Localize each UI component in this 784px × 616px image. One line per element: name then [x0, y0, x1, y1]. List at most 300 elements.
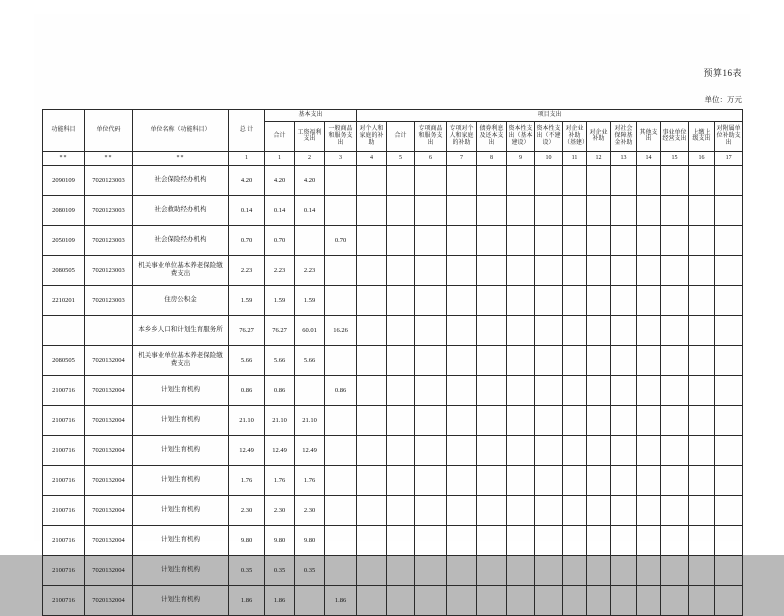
- table-row: [43, 195, 743, 225]
- cell-c12: [611, 285, 637, 315]
- col-enterprise-subsidy: 对企业补助: [587, 121, 611, 151]
- cell-c14: [661, 525, 689, 555]
- cell-basic-total: 1.86: [265, 585, 295, 615]
- cell-c15: [689, 495, 715, 525]
- cell-c16: [715, 405, 743, 435]
- number-cell-5: 4: [357, 151, 387, 165]
- cell-c9: [535, 495, 563, 525]
- cell-salary: 2.30: [295, 495, 325, 525]
- number-cell-11: 10: [535, 151, 563, 165]
- cell-c8: [507, 405, 535, 435]
- cell-goods: 16.26: [325, 315, 357, 345]
- cell-unit-name: 计划生育机构: [133, 405, 229, 435]
- cell-c16: [715, 525, 743, 555]
- cell-family: [357, 585, 387, 615]
- cell-c5: [415, 375, 447, 405]
- cell-basic-total: 4.20: [265, 165, 295, 195]
- number-cell-17: 16: [689, 151, 715, 165]
- cell-basic-total: 1.76: [265, 465, 295, 495]
- cell-c9: [535, 345, 563, 375]
- cell-family: [357, 225, 387, 255]
- cell-salary: [295, 375, 325, 405]
- cell-unit-name: 社会保险经办机构: [133, 165, 229, 195]
- cell-c7: [477, 225, 507, 255]
- cell-project-total: [387, 345, 415, 375]
- cell-basic-total: 5.66: [265, 345, 295, 375]
- cell-salary: 9.80: [295, 525, 325, 555]
- cell-c10: [563, 555, 587, 585]
- cell-basic-total: 2.23: [265, 255, 295, 285]
- cell-c9: [535, 435, 563, 465]
- table-row: [43, 405, 743, 435]
- cell-salary: 1.76: [295, 465, 325, 495]
- cell-c14: [661, 375, 689, 405]
- cell-total: 1.76: [229, 465, 265, 495]
- cell-c7: [477, 285, 507, 315]
- col-capital-nonbasic: 资本性支出（不建设）: [535, 121, 563, 151]
- cell-c10: [563, 435, 587, 465]
- cell-total: 2.30: [229, 495, 265, 525]
- cell-c6: [447, 525, 477, 555]
- cell-salary: [295, 585, 325, 615]
- cell-function-subject: 2050109: [43, 225, 85, 255]
- cell-c8: [507, 165, 535, 195]
- cell-c10: [563, 585, 587, 615]
- cell-c6: [447, 375, 477, 405]
- cell-unit-code: 7020132004: [85, 345, 133, 375]
- cell-salary: [295, 225, 325, 255]
- cell-total: 0.35: [229, 555, 265, 585]
- cell-function-subject: 2100716: [43, 375, 85, 405]
- number-cell-3: 2: [295, 151, 325, 165]
- cell-goods: [325, 405, 357, 435]
- cell-goods: 1.86: [325, 585, 357, 615]
- cell-c10: [563, 195, 587, 225]
- cell-c8: [507, 435, 535, 465]
- cell-c9: [535, 465, 563, 495]
- cell-c6: [447, 555, 477, 585]
- cell-c12: [611, 495, 637, 525]
- cell-c5: [415, 405, 447, 435]
- number-cell-8: 7: [447, 151, 477, 165]
- cell-c8: [507, 285, 535, 315]
- cell-goods: [325, 345, 357, 375]
- cell-family: [357, 405, 387, 435]
- cell-c12: [611, 165, 637, 195]
- cell-salary: 1.59: [295, 285, 325, 315]
- col-remit-superior: 上缴上级支出: [689, 121, 715, 151]
- cell-goods: 0.70: [325, 225, 357, 255]
- cell-c14: [661, 435, 689, 465]
- cell-project-total: [387, 255, 415, 285]
- cell-project-total: [387, 165, 415, 195]
- number-cell-7: 6: [415, 151, 447, 165]
- cell-family: [357, 345, 387, 375]
- cell-basic-total: 21.10: [265, 405, 295, 435]
- number-cell-6: 5: [387, 151, 415, 165]
- cell-c16: [715, 225, 743, 255]
- cell-c14: [661, 405, 689, 435]
- cell-unit-code: 7020132004: [85, 525, 133, 555]
- cell-salary: 0.14: [295, 195, 325, 225]
- cell-c15: [689, 315, 715, 345]
- cell-basic-total: 9.80: [265, 525, 295, 555]
- cell-c5: [415, 585, 447, 615]
- cell-c9: [535, 165, 563, 195]
- cell-project-total: [387, 405, 415, 435]
- cell-total: 2.23: [229, 255, 265, 285]
- budget-sheet: [34, 14, 750, 604]
- table-header-group-row: [43, 110, 743, 122]
- col-other-expenditure: 其他支出: [637, 121, 661, 151]
- cell-unit-name: 本乡乡人口和计划生育服务所: [133, 315, 229, 345]
- cell-c6: [447, 195, 477, 225]
- cell-c5: [415, 285, 447, 315]
- cell-c11: [587, 345, 611, 375]
- cell-c13: [637, 375, 661, 405]
- cell-c13: [637, 435, 661, 465]
- col-salary-welfare: 工资福利支出: [295, 121, 325, 151]
- cell-c6: [447, 585, 477, 615]
- cell-goods: [325, 285, 357, 315]
- cell-unit-code: 7020123003: [85, 285, 133, 315]
- cell-function-subject: 2100716: [43, 585, 85, 615]
- cell-unit-name: 机关事业单位基本养老保险缴费支出: [133, 345, 229, 375]
- cell-c14: [661, 495, 689, 525]
- cell-c12: [611, 315, 637, 345]
- cell-c16: [715, 315, 743, 345]
- cell-project-total: [387, 525, 415, 555]
- cell-c13: [637, 465, 661, 495]
- table-row: [43, 345, 743, 375]
- cell-unit-name: 社会救助经办机构: [133, 195, 229, 225]
- table-row: [43, 435, 743, 465]
- cell-basic-total: 1.59: [265, 285, 295, 315]
- number-cell-2: 1: [265, 151, 295, 165]
- col-function-subject: 功能科目: [43, 110, 85, 152]
- cell-c5: [415, 315, 447, 345]
- cell-function-subject: 2100716: [43, 555, 85, 585]
- cell-function-subject: 2080505: [43, 345, 85, 375]
- cell-c15: [689, 435, 715, 465]
- cell-c7: [477, 495, 507, 525]
- cell-c5: [415, 555, 447, 585]
- number-cell-12: 11: [563, 151, 587, 165]
- cell-family: [357, 555, 387, 585]
- cell-c13: [637, 525, 661, 555]
- cell-c5: [415, 525, 447, 555]
- number-cell-14: 13: [611, 151, 637, 165]
- cell-total: 9.80: [229, 525, 265, 555]
- cell-c9: [535, 255, 563, 285]
- cell-c15: [689, 465, 715, 495]
- cell-c9: [535, 195, 563, 225]
- cell-goods: [325, 495, 357, 525]
- cell-c7: [477, 465, 507, 495]
- cell-c13: [637, 255, 661, 285]
- cell-total: 0.14: [229, 195, 265, 225]
- cell-unit-code: 7020123003: [85, 255, 133, 285]
- col-family-subsidy: 对个人和家庭的补助: [357, 121, 387, 151]
- cell-c12: [611, 585, 637, 615]
- cell-unit-code: 7020123003: [85, 225, 133, 255]
- cell-c14: [661, 255, 689, 285]
- cell-unit-code: 7020123003: [85, 195, 133, 225]
- cell-c7: [477, 435, 507, 465]
- cell-c13: [637, 225, 661, 255]
- cell-family: [357, 285, 387, 315]
- cell-c8: [507, 585, 535, 615]
- cell-project-total: [387, 495, 415, 525]
- cell-c7: [477, 375, 507, 405]
- cell-goods: [325, 525, 357, 555]
- cell-total: 12.49: [229, 435, 265, 465]
- cell-total: 21.10: [229, 405, 265, 435]
- cell-total: 5.66: [229, 345, 265, 375]
- col-special-goods-services: 专项商品和服务支出: [415, 121, 447, 151]
- cell-c12: [611, 345, 637, 375]
- cell-unit-code: 7020132004: [85, 435, 133, 465]
- marker-cell-3: **: [133, 151, 229, 165]
- cell-c5: [415, 195, 447, 225]
- cell-total: 0.86: [229, 375, 265, 405]
- number-cell-13: 12: [587, 151, 611, 165]
- table-row: [43, 525, 743, 555]
- cell-c8: [507, 195, 535, 225]
- cell-c10: [563, 165, 587, 195]
- cell-c14: [661, 225, 689, 255]
- cell-c12: [611, 225, 637, 255]
- cell-c9: [535, 225, 563, 255]
- cell-c15: [689, 525, 715, 555]
- col-goods-services: 一般商品和服务支出: [325, 121, 357, 151]
- cell-c5: [415, 465, 447, 495]
- cell-c14: [661, 315, 689, 345]
- cell-function-subject: 2100716: [43, 465, 85, 495]
- cell-c11: [587, 225, 611, 255]
- cell-c13: [637, 585, 661, 615]
- cell-c16: [715, 195, 743, 225]
- cell-c13: [637, 315, 661, 345]
- number-cell-4: 3: [325, 151, 357, 165]
- cell-project-total: [387, 465, 415, 495]
- cell-c13: [637, 345, 661, 375]
- cell-c10: [563, 285, 587, 315]
- col-enterprise-subsidy-basic: 对企业补助（基建）: [563, 121, 587, 151]
- cell-function-subject: 2210201: [43, 285, 85, 315]
- cell-unit-name: 计划生育机构: [133, 555, 229, 585]
- cell-c5: [415, 345, 447, 375]
- cell-salary: 21.10: [295, 405, 325, 435]
- cell-c7: [477, 555, 507, 585]
- cell-c6: [447, 255, 477, 285]
- cell-c6: [447, 345, 477, 375]
- cell-salary: 12.49: [295, 435, 325, 465]
- number-cell-18: 17: [715, 151, 743, 165]
- cell-goods: [325, 555, 357, 585]
- cell-unit-code: 7020123003: [85, 165, 133, 195]
- cell-function-subject: 2080109: [43, 195, 85, 225]
- col-bond-interest: 债券利息及还本支出: [477, 121, 507, 151]
- cell-c13: [637, 495, 661, 525]
- cell-unit-code: 7020132004: [85, 375, 133, 405]
- table-marker-row: [43, 151, 743, 165]
- marker-cell-2: **: [85, 151, 133, 165]
- cell-c9: [535, 285, 563, 315]
- cell-family: [357, 495, 387, 525]
- cell-project-total: [387, 315, 415, 345]
- cell-c6: [447, 465, 477, 495]
- cell-c6: [447, 165, 477, 195]
- cell-goods: 0.86: [325, 375, 357, 405]
- cell-c11: [587, 255, 611, 285]
- cell-c8: [507, 315, 535, 345]
- cell-c14: [661, 585, 689, 615]
- cell-function-subject: [43, 315, 85, 345]
- cell-c14: [661, 285, 689, 315]
- cell-c10: [563, 495, 587, 525]
- cell-c10: [563, 525, 587, 555]
- cell-project-total: [387, 555, 415, 585]
- cell-unit-code: 7020132004: [85, 495, 133, 525]
- table-row: [43, 465, 743, 495]
- cell-c13: [637, 555, 661, 585]
- cell-c11: [587, 525, 611, 555]
- cell-project-total: [387, 195, 415, 225]
- unit-note: 单位：万元: [704, 95, 742, 104]
- cell-basic-total: 0.14: [265, 195, 295, 225]
- cell-total: 76.27: [229, 315, 265, 345]
- group-basic-expenditure: 基本支出: [265, 110, 357, 122]
- cell-salary: 4.20: [295, 165, 325, 195]
- col-basic-total: 合计: [265, 121, 295, 151]
- cell-total: 1.59: [229, 285, 265, 315]
- cell-unit-name: 计划生育机构: [133, 495, 229, 525]
- cell-project-total: [387, 375, 415, 405]
- cell-c6: [447, 225, 477, 255]
- cell-basic-total: 0.35: [265, 555, 295, 585]
- cell-salary: 2.23: [295, 255, 325, 285]
- cell-c10: [563, 315, 587, 345]
- cell-c8: [507, 525, 535, 555]
- cell-c14: [661, 345, 689, 375]
- cell-c9: [535, 405, 563, 435]
- cell-c13: [637, 195, 661, 225]
- cell-c11: [587, 375, 611, 405]
- cell-project-total: [387, 435, 415, 465]
- cell-c9: [535, 585, 563, 615]
- cell-c5: [415, 165, 447, 195]
- cell-c12: [611, 255, 637, 285]
- cell-c7: [477, 405, 507, 435]
- cell-total: 4.20: [229, 165, 265, 195]
- cell-family: [357, 255, 387, 285]
- cell-goods: [325, 165, 357, 195]
- table-row: [43, 315, 743, 345]
- cell-family: [357, 525, 387, 555]
- table-row: [43, 495, 743, 525]
- cell-c12: [611, 195, 637, 225]
- cell-unit-code: 7020132004: [85, 585, 133, 615]
- cell-c12: [611, 555, 637, 585]
- cell-goods: [325, 255, 357, 285]
- cell-total: 1.86: [229, 585, 265, 615]
- cell-c10: [563, 255, 587, 285]
- cell-c8: [507, 465, 535, 495]
- number-cell-1: 1: [229, 151, 265, 165]
- col-capital-basic: 资本性支出（基本建设）: [507, 121, 535, 151]
- col-unit-code: 单位代码: [85, 110, 133, 152]
- table-row: [43, 285, 743, 315]
- cell-c7: [477, 165, 507, 195]
- col-subsidiary-subsidy: 对附属单位补助支出: [715, 121, 743, 151]
- cell-c9: [535, 315, 563, 345]
- cell-c15: [689, 165, 715, 195]
- cell-c11: [587, 585, 611, 615]
- cell-c11: [587, 495, 611, 525]
- col-project-total: 合计: [387, 121, 415, 151]
- cell-family: [357, 435, 387, 465]
- cell-basic-total: 76.27: [265, 315, 295, 345]
- cell-c6: [447, 315, 477, 345]
- cell-unit-name: 计划生育机构: [133, 585, 229, 615]
- cell-c5: [415, 255, 447, 285]
- cell-goods: [325, 465, 357, 495]
- cell-c12: [611, 375, 637, 405]
- cell-c12: [611, 405, 637, 435]
- cell-unit-name: 计划生育机构: [133, 465, 229, 495]
- cell-family: [357, 315, 387, 345]
- cell-c8: [507, 255, 535, 285]
- cell-c15: [689, 255, 715, 285]
- cell-function-subject: 2100716: [43, 525, 85, 555]
- cell-function-subject: 2090109: [43, 165, 85, 195]
- cell-salary: 0.35: [295, 555, 325, 585]
- table-body: [43, 151, 743, 615]
- cell-c15: [689, 585, 715, 615]
- cell-c11: [587, 165, 611, 195]
- cell-c15: [689, 195, 715, 225]
- cell-c6: [447, 405, 477, 435]
- cell-project-total: [387, 585, 415, 615]
- cell-unit-code: 7020132004: [85, 465, 133, 495]
- cell-family: [357, 165, 387, 195]
- cell-c16: [715, 585, 743, 615]
- cell-c6: [447, 285, 477, 315]
- cell-basic-total: 0.86: [265, 375, 295, 405]
- cell-c12: [611, 525, 637, 555]
- table-row: [43, 555, 743, 585]
- cell-function-subject: 2100716: [43, 495, 85, 525]
- cell-c11: [587, 555, 611, 585]
- cell-c7: [477, 585, 507, 615]
- cell-function-subject: 2100716: [43, 405, 85, 435]
- number-cell-15: 14: [637, 151, 661, 165]
- cell-c8: [507, 495, 535, 525]
- table-row: [43, 375, 743, 405]
- cell-c7: [477, 255, 507, 285]
- cell-c16: [715, 285, 743, 315]
- cell-c15: [689, 285, 715, 315]
- number-cell-16: 15: [661, 151, 689, 165]
- cell-c6: [447, 495, 477, 525]
- cell-c16: [715, 345, 743, 375]
- cell-family: [357, 375, 387, 405]
- cell-c13: [637, 285, 661, 315]
- cell-c16: [715, 465, 743, 495]
- cell-project-total: [387, 285, 415, 315]
- cell-unit-code: [85, 315, 133, 345]
